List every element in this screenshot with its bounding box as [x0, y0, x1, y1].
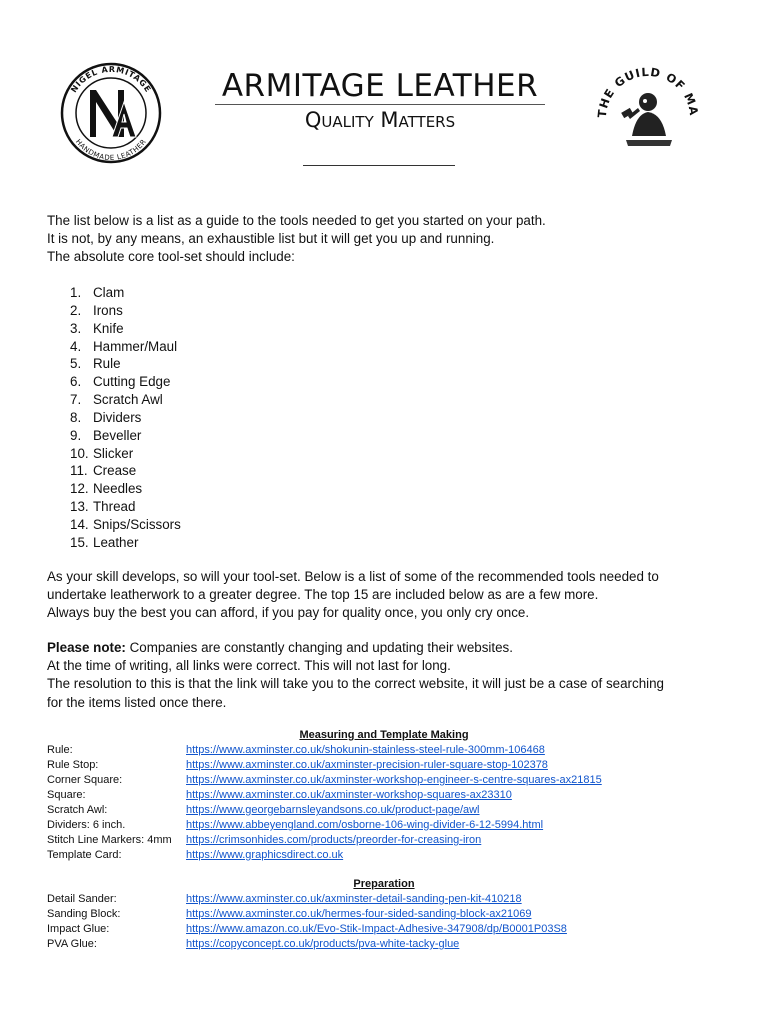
list-item	[70, 302, 181, 320]
link-row	[47, 892, 567, 907]
item-label: Rule Stop:	[47, 759, 99, 771]
list-number: 14.	[70, 516, 89, 532]
link-row	[47, 743, 602, 758]
list-item	[70, 338, 181, 356]
development-line: Always buy the best you can afford, if you pay for quality once, you only cry once.	[47, 605, 530, 621]
list-item	[70, 534, 181, 552]
title-block	[180, 68, 580, 133]
tagline: Quality Matters	[304, 108, 456, 132]
nigel-armitage-logo-icon	[60, 62, 162, 164]
tool-name: Cutting Edge	[93, 374, 171, 390]
list-item	[70, 409, 181, 427]
intro-line: The list below is a list as a guide to the tools needed to get you started on your path.	[47, 213, 546, 228]
note-line: for the items listed once there.	[47, 694, 227, 710]
list-number: 8.	[70, 409, 82, 425]
item-link[interactable]: https://crimsonhides.com/products/preorder-for-creasing-iron	[186, 834, 482, 846]
item-label: Dividers: 6 inch.	[47, 819, 126, 831]
intro-paragraph	[47, 212, 727, 267]
list-item	[70, 445, 181, 463]
item-label: Detail Sander:	[47, 893, 117, 905]
list-number: 2.	[70, 302, 82, 318]
item-label: Rule:	[47, 744, 73, 756]
list-number: 10.	[70, 445, 89, 461]
item-link[interactable]: https://www.axminster.co.uk/shokunin-stainless-steel-rule-300mm-106468	[186, 744, 545, 756]
development-line: As your skill develops, so will your tool-set. Below is a list of some of the recommended tools needed to	[47, 569, 659, 584]
tool-name: Crease	[93, 463, 137, 479]
guild-arc-text: THE GUILD OF MA	[594, 64, 702, 119]
list-number: 3.	[70, 320, 82, 336]
item-link[interactable]: https://www.axminster.co.uk/axminster-workshop-engineer-s-centre-squares-ax21815	[186, 774, 602, 786]
list-number: 4.	[70, 338, 82, 354]
item-link[interactable]: https://copyconcept.co.uk/products/pva-white-tacky-glue	[186, 938, 460, 950]
measuring-links-list	[47, 743, 602, 863]
tool-name: Dividers	[93, 409, 142, 425]
link-row	[47, 773, 602, 788]
tool-name: Beveller	[93, 427, 142, 443]
item-label: Scratch Awl:	[47, 804, 108, 816]
tool-name: Irons	[93, 302, 123, 318]
list-number: 12.	[70, 481, 89, 497]
tool-name: Clam	[93, 285, 125, 300]
list-item	[70, 498, 181, 516]
list-number: 6.	[70, 374, 82, 390]
list-item	[70, 373, 181, 391]
list-item	[70, 355, 181, 373]
preparation-links-list	[47, 892, 567, 952]
list-item	[70, 427, 181, 445]
list-number: 7.	[70, 392, 82, 408]
link-row	[47, 907, 567, 922]
link-row	[47, 788, 602, 803]
item-link[interactable]: https://www.axminster.co.uk/axminster-detail-sanding-pen-kit-410218	[186, 893, 522, 905]
section-title-measuring: Measuring and Template Making	[299, 729, 469, 741]
link-row	[47, 758, 602, 773]
note-line: The resolution to this is that the link will take you to the correct website, it will just be a case of searching	[47, 676, 665, 692]
link-row	[47, 803, 602, 818]
logo-left-top-text: NIGEL ARMITAGE	[69, 64, 153, 95]
tool-name: Slicker	[93, 445, 134, 461]
logo-left-bottom-text: HANDMADE LEATHER	[73, 137, 149, 163]
item-label: Corner Square:	[47, 774, 123, 786]
item-label: Sanding Block:	[47, 908, 121, 920]
link-row	[47, 833, 602, 848]
tool-name: Snips/Scissors	[93, 516, 181, 532]
tool-name: Scratch Awl	[93, 392, 163, 408]
brand-title: ARMITAGE LEATHER	[221, 68, 539, 104]
item-label: Stitch Line Markers: 4mm	[47, 834, 172, 846]
tool-name: Leather	[93, 534, 139, 550]
svg-text:HANDMADE LEATHER	[74, 138, 148, 162]
list-item	[70, 391, 181, 409]
header-divider	[303, 165, 455, 166]
development-line: undertake leatherwork to a greater degree. The top 15 are included below as are a few more.	[47, 587, 599, 603]
item-link[interactable]: https://www.graphicsdirect.co.uk	[186, 849, 344, 861]
guild-master-craftsmen-logo-icon	[592, 56, 704, 168]
list-number: 1.	[70, 285, 82, 300]
intro-line: The absolute core tool-set should include:	[47, 249, 295, 265]
section-title-preparation: Preparation	[353, 878, 415, 890]
link-row	[47, 818, 602, 833]
intro-line: It is not, by any means, an exhaustible list but it will get you up and running.	[47, 231, 495, 247]
list-number: 15.	[70, 534, 89, 550]
item-link[interactable]: https://www.amazon.co.uk/Evo-Stik-Impact-Adhesive-347908/dp/B0001P03S8	[186, 923, 567, 935]
tool-name: Needles	[93, 481, 143, 497]
note-line: At the time of writing, all links were correct. This will not last for long.	[47, 658, 451, 674]
item-label: Impact Glue:	[47, 923, 110, 935]
list-item	[70, 516, 181, 534]
tool-name: Rule	[93, 356, 121, 372]
item-link[interactable]: https://www.abbeyengland.com/osborne-106-wing-divider-6-12-5994.html	[186, 819, 544, 831]
development-paragraph	[47, 568, 727, 623]
link-row	[47, 848, 602, 863]
note-first-line	[47, 639, 727, 657]
core-tools-list	[70, 284, 181, 552]
list-number: 9.	[70, 427, 82, 443]
list-number: 13.	[70, 499, 89, 515]
item-link[interactable]: https://www.axminster.co.uk/axminster-precision-ruler-square-stop-102378	[186, 759, 548, 771]
link-row	[47, 937, 567, 952]
item-label: PVA Glue:	[47, 938, 97, 950]
item-label: Template Card:	[47, 849, 122, 861]
list-number: 5.	[70, 356, 82, 372]
list-item	[70, 320, 181, 338]
note-first-text: Companies are constantly changing and updating their websites.	[125, 640, 513, 655]
item-link[interactable]: https://www.axminster.co.uk/hermes-four-sided-sanding-block-ax21069	[186, 908, 532, 920]
item-label: Square:	[47, 789, 86, 801]
list-item	[70, 284, 181, 302]
item-link[interactable]: https://www.axminster.co.uk/axminster-workshop-squares-ax23310	[186, 789, 512, 801]
list-item	[70, 462, 181, 480]
item-link[interactable]: https://www.georgebarnsleyandsons.co.uk/product-page/awl	[186, 804, 480, 816]
tool-name: Thread	[93, 499, 136, 515]
note-label: Please note:	[47, 640, 126, 655]
title-rule	[215, 104, 545, 105]
svg-text:NIGEL ARMITAGE	[69, 65, 153, 94]
tool-name: Knife	[93, 320, 124, 336]
list-item	[70, 480, 181, 498]
note-paragraph	[47, 639, 727, 712]
link-row	[47, 922, 567, 937]
tool-name: Hammer/Maul	[93, 338, 178, 354]
list-number: 11.	[70, 463, 88, 479]
